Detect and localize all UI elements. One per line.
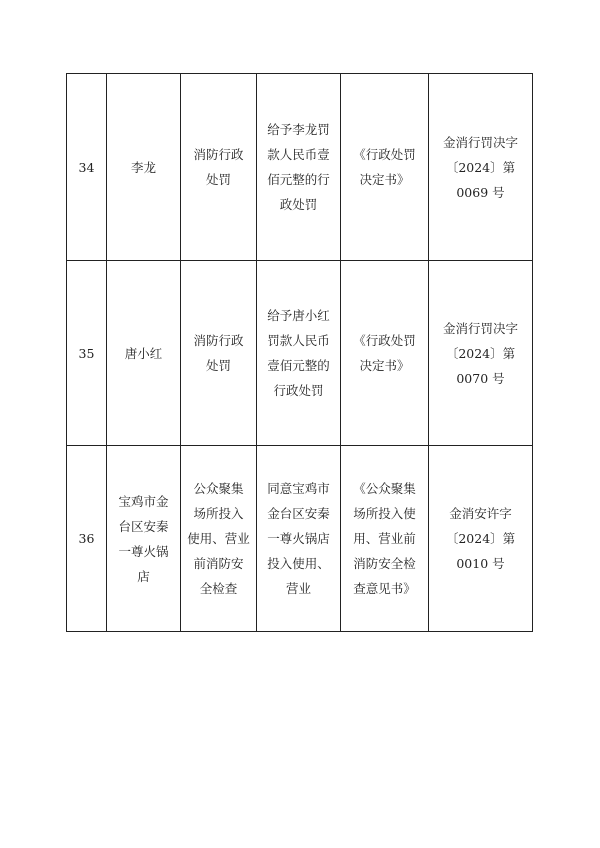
cell-category: 消防行政 处罚 xyxy=(181,74,257,261)
table-row xyxy=(67,446,533,632)
cell-category: 消防行政 处罚 xyxy=(181,261,257,446)
cell-number: 34 xyxy=(67,74,107,261)
table-row xyxy=(67,261,533,446)
cell-number: 36 xyxy=(67,446,107,632)
cell-name: 唐小红 xyxy=(107,261,181,446)
cell-content: 同意宝鸡市 金台区安秦 一尊火锅店 投入使用、 营业 xyxy=(257,446,341,632)
records-table xyxy=(66,73,533,632)
cell-document-number: 金消行罚决字 〔2024〕第 0070 号 xyxy=(429,261,533,446)
cell-name: 宝鸡市金 台区安秦 一尊火锅 店 xyxy=(107,446,181,632)
cell-document: 《行政处罚 决定书》 xyxy=(341,261,429,446)
cell-document: 《行政处罚 决定书》 xyxy=(341,74,429,261)
cell-content: 给予李龙罚 款人民币壹 佰元整的行 政处罚 xyxy=(257,74,341,261)
cell-name: 李龙 xyxy=(107,74,181,261)
cell-document-number: 金消行罚决字 〔2024〕第 0069 号 xyxy=(429,74,533,261)
cell-number: 35 xyxy=(67,261,107,446)
cell-category: 公众聚集 场所投入 使用、营业 前消防安 全检查 xyxy=(181,446,257,632)
cell-content: 给予唐小红 罚款人民币 壹佰元整的 行政处罚 xyxy=(257,261,341,446)
cell-document: 《公众聚集 场所投入使 用、营业前 消防安全检 查意见书》 xyxy=(341,446,429,632)
cell-document-number: 金消安许字 〔2024〕第 0010 号 xyxy=(429,446,533,632)
table-row xyxy=(67,74,533,261)
